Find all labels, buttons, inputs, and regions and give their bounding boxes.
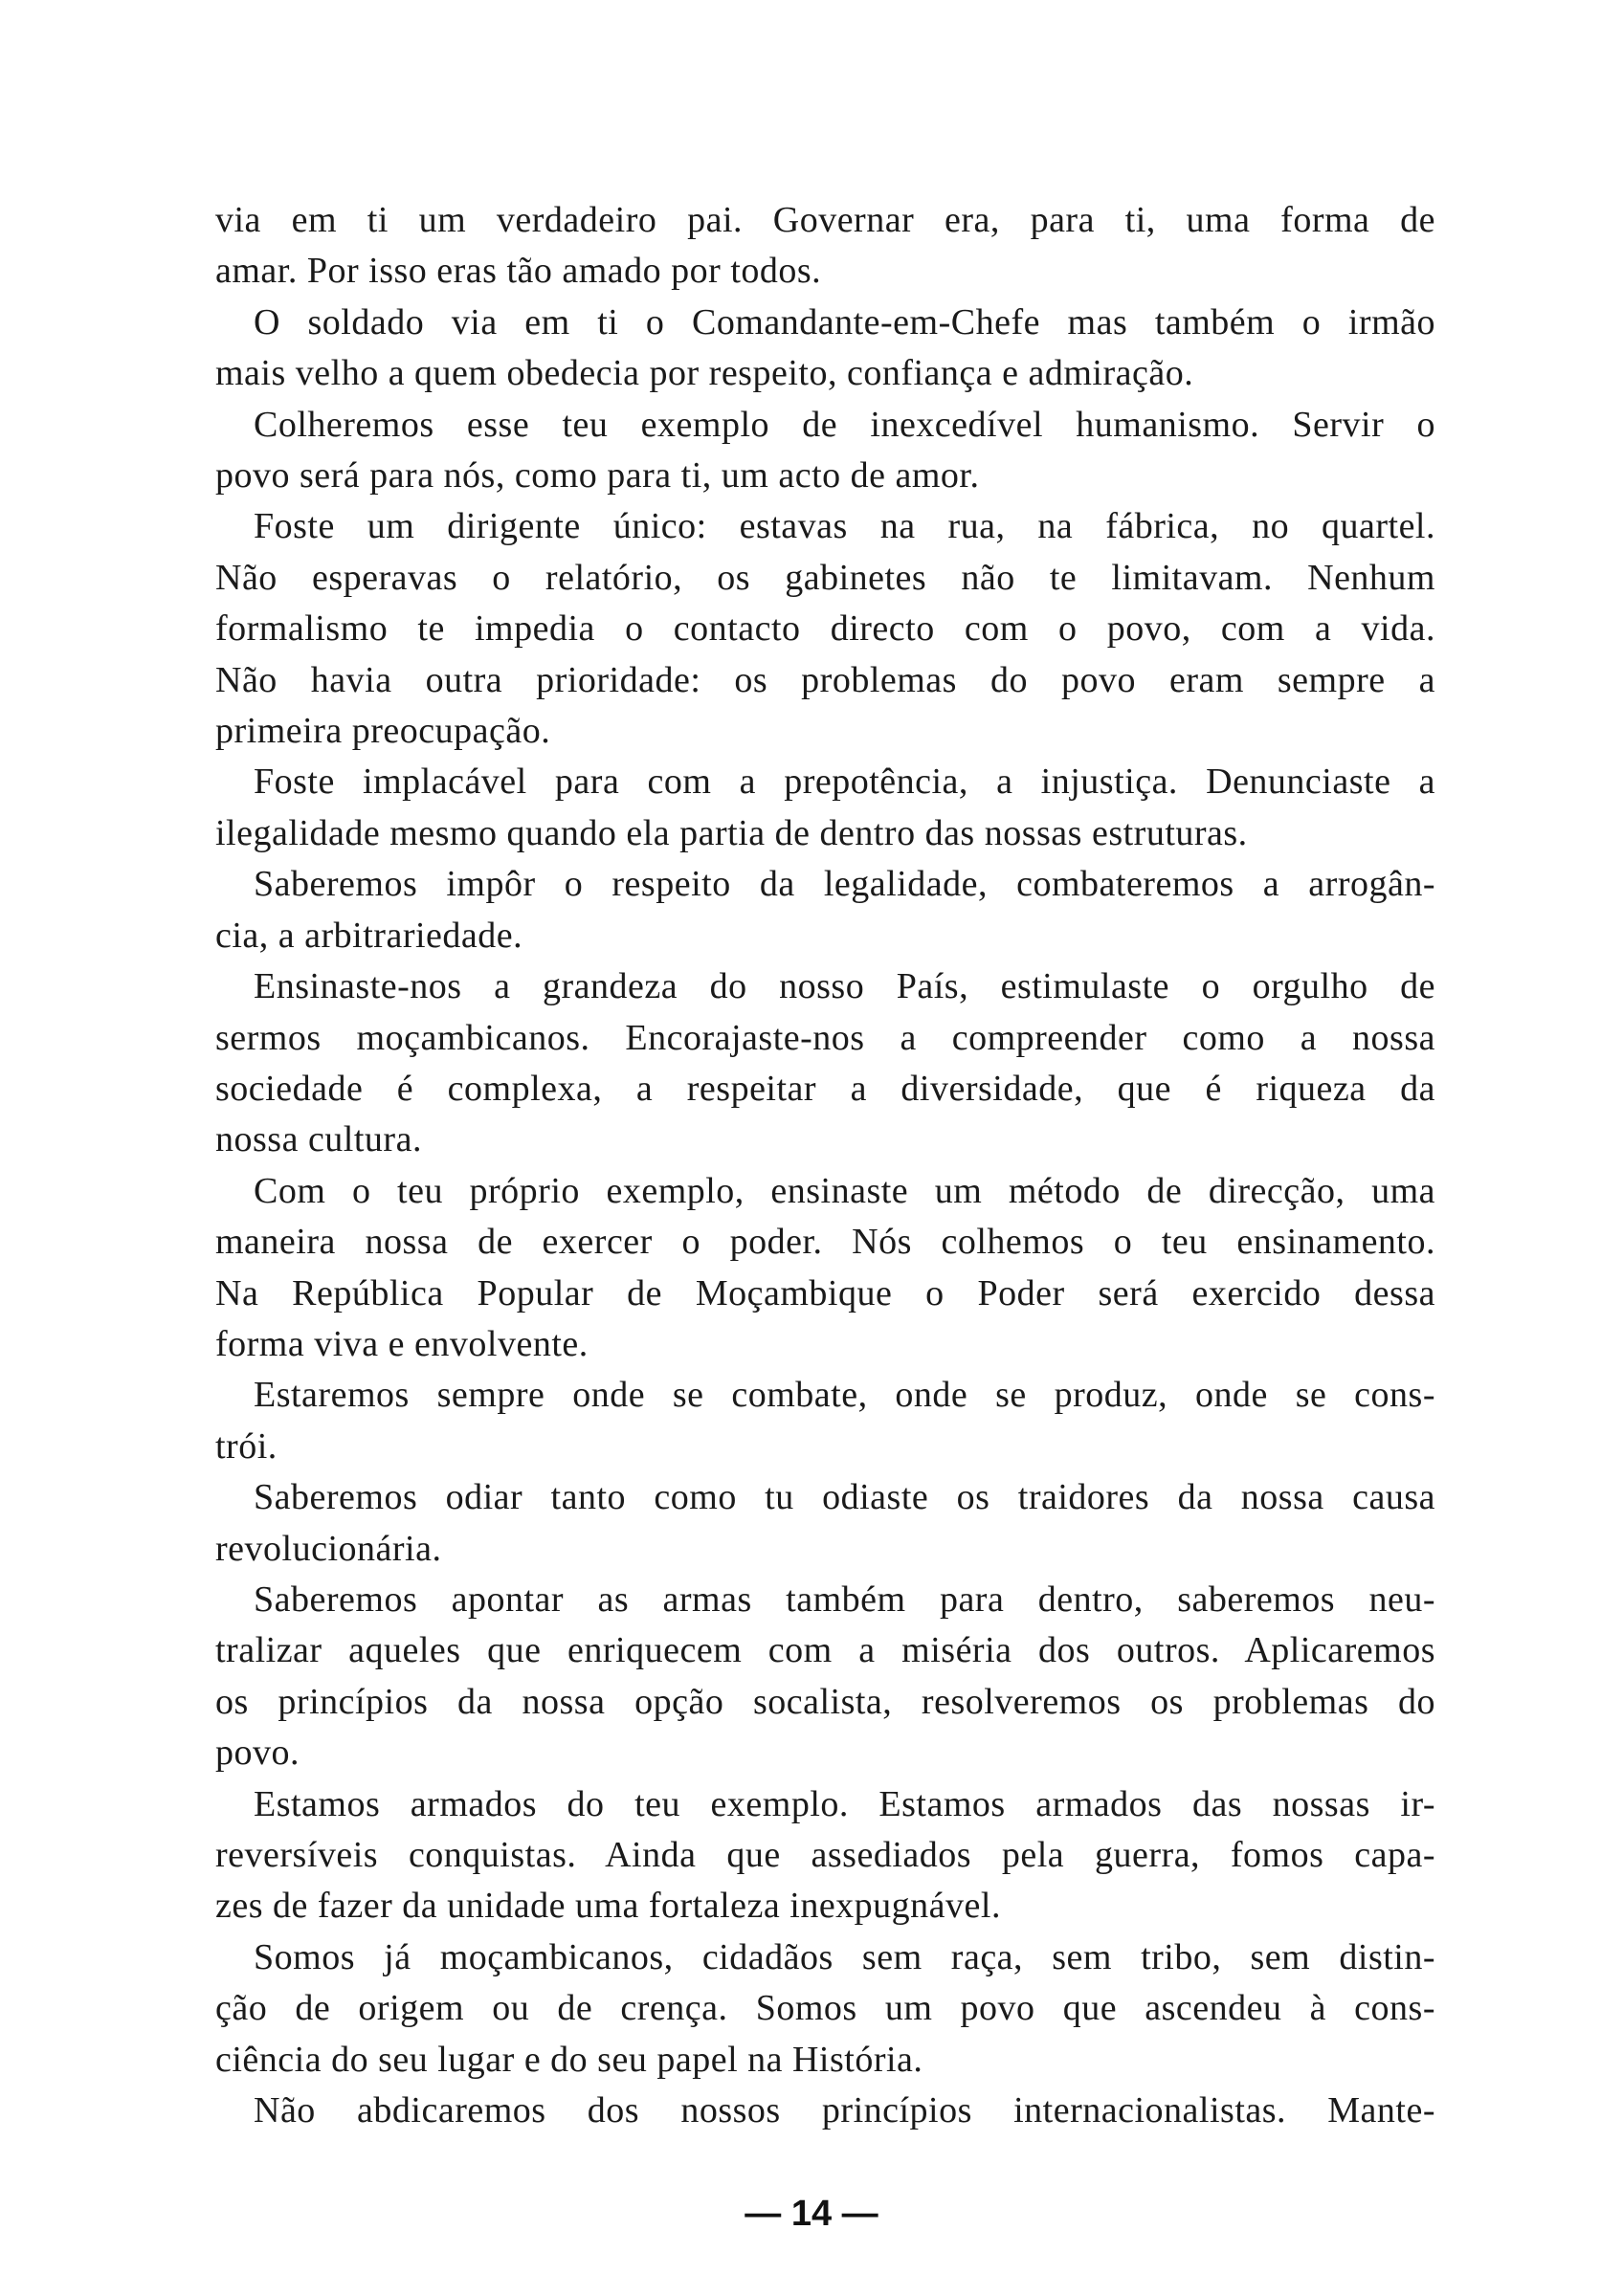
text-line: formalismo te impedia o contacto directo com o povo, com a vida. [215,608,1435,650]
text-line: tralizar aqueles que enriquecem com a miséria dos outros. Aplicaremos [215,1630,1435,1671]
text-line: zes de fazer da unidade uma fortaleza inexpugnável. [215,1886,1001,1927]
paragraph [215,195,1435,298]
text-line: reversíveis conquistas. Ainda que assediados pela guerra, fomos capa- [215,1835,1435,1875]
text-line: mais velho a quem obedecia por respeito, confiança e admiração. [215,353,1194,394]
text-line: Não abdicaremos dos nossos princípios internacionalistas. Mante- [254,2090,1435,2131]
text-line: trói. [215,1425,278,1467]
paragraph [215,961,1435,1166]
paragraph [215,1370,1435,1472]
paragraph [215,1779,1435,1932]
text-line: maneira nossa de exercer o poder. Nós colhemos o teu ensinamento. [215,1222,1435,1263]
text-line: Saberemos impôr o respeito da legalidade, combateremos a arrogân- [254,864,1435,905]
text-line: Foste implacável para com a prepotência, a injustiça. Denunciaste a [254,762,1435,803]
text-line: primeira preocupação. [215,711,551,752]
paragraph [215,859,1435,961]
text-line: forma viva e envolvente. [215,1323,589,1364]
text-line: Na República Popular de Moçambique o Poder será exercido dessa [215,1272,1435,1314]
text-line: Saberemos odiar tanto como tu odiaste os traidores da nossa causa [254,1477,1435,1518]
text-line: revolucionária. [215,1528,442,1569]
text-line: via em ti um verdadeiro pai. Governar era, para ti, uma forma de [215,200,1435,240]
text-line: povo. [215,1733,300,1774]
paragraph [215,1472,1435,1575]
text-line: sermos moçambicanos. Encorajaste-nos a compreender como a nossa [215,1017,1435,1058]
paragraph [215,298,1435,400]
page-number: — 14 — [745,2194,878,2234]
text-line: Não esperavas o relatório, os gabinetes não te limitavam. Nenhum [215,557,1435,598]
text-line: ção de origem ou de crença. Somos um povo que ascendeu à cons- [215,1988,1435,2029]
text-line: Estaremos sempre onde se combate, onde se produz, onde se cons- [254,1375,1435,1416]
text-line: nossa cultura. [215,1119,422,1160]
paragraph [215,1166,1435,1371]
paragraph [215,2086,1435,2136]
text-line: povo será para nós, como para ti, um acto de amor. [215,455,980,497]
text-line: cia, a arbitrariedade. [215,915,523,956]
text-line: sociedade é complexa, a respeitar a diversidade, que é riqueza da [215,1068,1435,1109]
text-line: ciência do seu lugar e do seu papel na História. [215,2039,923,2080]
page-body [215,195,1435,2136]
paragraph [215,400,1435,502]
paragraph [215,1932,1435,2086]
paragraph [215,1575,1435,1779]
text-line: O soldado via em ti o Comandante-em-Chefe mas também o irmão [254,301,1435,342]
text-line: Estamos armados do teu exemplo. Estamos armados das nossas ir- [254,1783,1435,1824]
text-line: amar. Por isso eras tão amado por todos. [215,251,822,292]
text-line: Somos já moçambicanos, cidadãos sem raça, sem tribo, sem distin- [254,1936,1435,1977]
text-line: Foste um dirigente único: estavas na rua, na fábrica, no quartel. [254,506,1435,547]
paragraph [215,757,1435,859]
text-line: Com o teu próprio exemplo, ensinaste um método de direcção, uma [254,1170,1435,1211]
text-line: Saberemos apontar as armas também para dentro, saberemos neu- [254,1578,1435,1620]
text-line: Colheremos esse teu exemplo de inexcedível humanismo. Servir o [254,404,1435,445]
text-line: Ensinaste-nos a grandeza do nosso País, estimulaste o orgulho de [254,966,1435,1007]
text-line: Não havia outra prioridade: os problemas do povo eram sempre a [215,659,1435,700]
text-line: os princípios da nossa opção socalista, resolveremos os problemas do [215,1681,1435,1722]
text-line: ilegalidade mesmo quando ela partia de dentro das nossas estruturas. [215,812,1248,853]
paragraph [215,501,1435,757]
